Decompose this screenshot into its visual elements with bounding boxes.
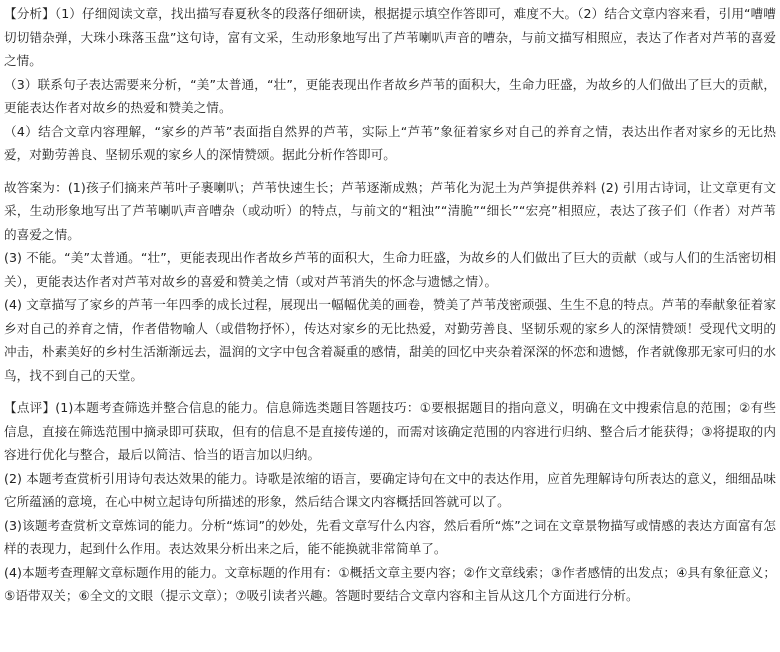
comment-paragraph-1 (4, 396, 776, 467)
comment-paragraph-3: (3)该题考查赏析文章炼词的能力。分析“炼词”的妙处，先看文章写什么内容，然后看所“炼”之词在文章景物描写或情感的表达方面富有怎样的表现力，起到什么作用。表达效果分析出来之后，能不能换就非常简单了。 (4, 517, 776, 556)
analysis-paragraph-3: （4）结合文章内容理解，“家乡的芦苇”表面指自然界的芦苇，实际上“芦苇”象征着家乡对自己的养育之情，表达出作者对家乡的无比热爱，对勤劳善良、坚韧乐观的家乡人的深情赞颂。据此分析作答即可。 (4, 123, 776, 162)
comment-paragraph-4: (4)本题考查理解文章标题作用的能力。文章标题的作用有：①概括文章主要内容；②作文章线索；③作者感情的出发点；④具有象征意义；⑤语带双关；⑥全文的文眼（提示文章）；⑦吸引读者兴趣。答题时要结合文章内容和主旨从这几个方面进行分析。 (4, 564, 776, 603)
section-gap (4, 167, 776, 176)
comment-section (4, 396, 776, 608)
analysis-text-1: （1）仔细阅读文章，找出描写春夏秋冬的段落仔细研读，根据提示填空作答即可，难度不大。（2）结合文章内容来看，引用“嘈嘈切切错杂弹，大珠小珠落玉盘”这句诗，富有文采，生动形象地写出了芦苇喇叭声音的嘈杂，与前文描写相照应，表达了作者对芦苇的喜爱之情。 (4, 6, 777, 68)
section-gap (4, 387, 776, 396)
answer-paragraph-3: (4) 文章描写了家乡的芦苇一年四季的成长过程，展现出一幅幅优美的画卷，赞美了芦苇茂密顽强、生生不息的特点。芦苇的奉献象征着家乡对自己的养育之情，作者借物喻人（或借物抒怀），传达对家乡的无比热爱，对勤劳善良、坚韧乐观的家乡人的深情赞颂！受现代文明的冲击，朴素美好的乡村生活渐渐远去，温润的文字中包含着凝重的感情，甜美的回忆中夹杂着深深的怀恋和遗憾，作者就像那无家可归的水鸟，找不到自己的天堂。 (4, 297, 776, 383)
analysis-paragraph-1 (4, 2, 776, 73)
comment-paragraph-2: (2) 本题考查赏析引用诗句表达效果的能力。诗歌是浓缩的语言，要确定诗句在文中的表达作用，应首先理解诗句所表达的意义，细细品味它所蕴涵的意境，在心中树立起诗句所描述的形象，然后结合课文内容概括回答就可以了。 (4, 470, 776, 509)
analysis-section (4, 2, 776, 167)
comment-label: 【点评】 (4, 400, 56, 415)
answer-paragraph-2: (3) 不能。“美”太普通。“壮”，更能表现出作者故乡芦苇的面积大，生命力旺盛，为故乡的人们做出了巨大的贡献（或与人们的生活密切相关），更能表达作者对芦苇对故乡的喜爱和赞美之情（或对芦苇消失的怀念与遗憾之情）。 (4, 250, 776, 289)
comment-text-1: (1)本题考查筛选并整合信息的能力。信息筛选类题目答题技巧：①要根据题目的指向意义，明确在文中搜索信息的范围；②有些信息，直接在筛选范围中摘录即可获取，但有的信息不是直接传递的，而需对该确定范围的内容进行归纳、整合后才能获得；③将提取的内容进行优化与整合，最后以简洁、恰当的语言加以归纳。 (4, 400, 776, 462)
analysis-paragraph-2: （3）联系句子表达需要来分析，“美”太普通，“壮”，更能表现出作者故乡芦苇的面积大，生命力旺盛，为故乡的人们做出了巨大的贡献，更能表达作者对故乡的热爱和赞美之情。 (4, 76, 776, 115)
analysis-label: 【分析】 (4, 6, 55, 21)
answer-section (4, 176, 776, 388)
answer-paragraph-1: 故答案为：(1)孩子们摘来芦苇叶子裹喇叭；芦苇快速生长；芦苇逐渐成熟；芦苇化为泥土为芦笋提供养料 (2) 引用古诗词，让文章更有文采，生动形象地写出了芦苇喇叭声音嘈杂（或动听）的特点，与前文的“粗浊”“清脆”“细长”“宏亮”相照应，表达了孩子们（作者）对芦苇的喜爱之情。 (4, 179, 776, 242)
